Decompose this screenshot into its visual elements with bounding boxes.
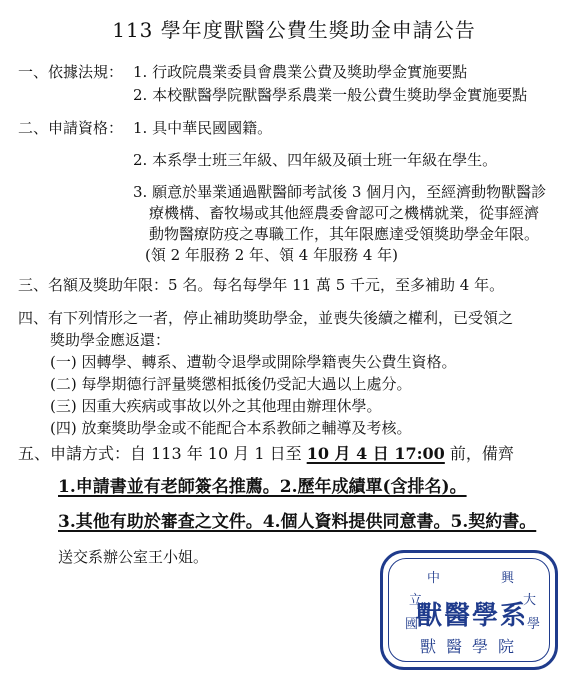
- section-5-suffix: 前，備齊: [444, 444, 514, 463]
- submit-instruction: 送交系辦公室王小姐。: [58, 548, 209, 566]
- department-seal-stamp: [380, 550, 558, 670]
- section-2-item-3-line-3: 動物醫療防疫之專職工作，其年限應達受領獎助學金年限。: [149, 225, 540, 243]
- deadline-text: 10 月 4 日 17:00: [306, 444, 445, 463]
- seal-char: 興: [501, 571, 515, 586]
- seal-char: 國: [405, 617, 419, 632]
- seal-center-text: 獸醫學系: [415, 601, 528, 631]
- section-3-text: 三、名額及獎助年限：5 名。每名每學年 11 萬 5 千元，至多補助 4 年。: [18, 276, 505, 294]
- section-4-item-2: (二) 每學期德行評量獎懲相抵後仍受記大過以上處分。: [50, 375, 412, 393]
- section-2-item-2: 2. 本系學士班三年級、四年級及碩士班一年級在學生。: [133, 151, 498, 169]
- required-docs-line-1: 1.申請書並有老師簽名推薦。2.歷年成績單(含排名)。: [58, 477, 467, 497]
- section-1-item-1: 1. 行政院農業委員會農業公費及獎助學金實施要點: [133, 63, 468, 81]
- section-2-label: 二、申請資格：: [18, 119, 124, 137]
- section-1-label: 一、依據法規：: [18, 63, 124, 81]
- required-docs-line-2: 3.其他有助於審查之文件。4.個人資料提供同意書。5.契約書。: [58, 512, 537, 532]
- section-4-item-1: (一) 因轉學、轉系、遭勒令退學或開除學籍喪失公費生資格。: [50, 353, 457, 371]
- seal-char: 大: [523, 593, 537, 608]
- page-title: 113 學年度獸醫公費生獎助金申請公告: [112, 18, 476, 42]
- section-2-item-3-line-2: 療機構、畜牧場或其他經農委會認可之機構就業，從事經濟: [149, 204, 540, 222]
- section-4-item-4: (四) 放棄獎助學金或不能配合本系教師之輔導及考核。: [50, 419, 412, 437]
- section-5-line: [18, 444, 514, 464]
- section-4-line-1: 四、有下列情形之一者，停止補助獎助學金，並喪失後續之權利，已受領之: [18, 309, 514, 327]
- section-4-line-2: 獎助學金應返還：: [50, 331, 171, 349]
- seal-char: 中: [427, 571, 441, 586]
- section-5-prefix: 五、申請方式：自 113 年 10 月 1 日至: [18, 444, 307, 463]
- section-2-item-3-line-4: (領 2 年服務 2 年、領 4 年服務 4 年): [145, 246, 399, 264]
- section-1-item-2: 2. 本校獸醫學院獸醫學系農業一般公費生獎助學金實施要點: [133, 86, 528, 104]
- seal-char: 立: [409, 593, 423, 608]
- section-4-item-3: (三) 因重大疾病或事故以外之其他理由辦理休學。: [50, 397, 382, 415]
- seal-bottom-text: 獸醫學院: [419, 637, 524, 656]
- section-2-item-1: 1. 具中華民國國籍。: [133, 119, 273, 137]
- seal-char: 學: [527, 617, 541, 632]
- section-2-item-3-line-1: 3. 願意於畢業通過獸醫師考試後 3 個月內，至經濟動物獸醫診: [133, 183, 547, 201]
